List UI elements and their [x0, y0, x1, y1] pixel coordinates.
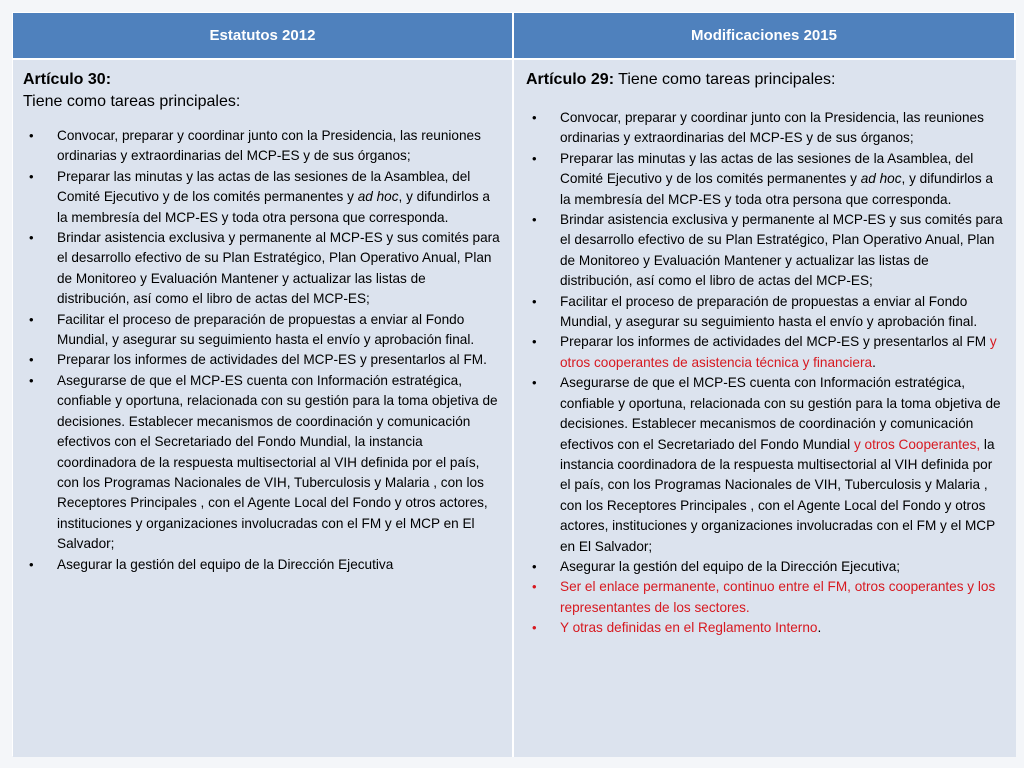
- bullet-icon: •: [532, 212, 537, 228]
- bullet-icon: •: [29, 372, 34, 388]
- left-task-item: [23, 167, 500, 228]
- bullet-icon: •: [29, 168, 34, 184]
- right-task-text: Brindar asistencia exclusiva y permanente al MCP-ES y sus comités para el desarrollo efectivo de su Plan Estratégico, Plan Operativo Anual, Plan de Monitoreo y Evaluación Mantener y actualizar las listas de distribución, así como el libro de actas del MCP-ES;: [560, 212, 1003, 289]
- right-task-item: [526, 210, 1004, 292]
- right-task-item: [526, 292, 1004, 333]
- right-task-text: Asegurarse de que el MCP-ES cuenta con Información estratégica, confiable y oportuna, relacionada con su gestión para la toma objetiva de decisiones. Establecer mecanismos de coordinación y comunicación efectivos con el Secretariado del Fondo Mundial y otros Cooperantes, la instancia coordinadora de la respuesta multisectorial al VIH definida por el país, con los Programas Nacionales de VIH, Tuberculosis y Malaria , con los Receptores Principales , con el Agente Local del Fondo y otros actores, instituciones y organizaciones involucradas con el FM y el MCP en El Salvador;: [560, 375, 1001, 554]
- bullet-icon: •: [29, 352, 34, 368]
- left-task-item: [23, 350, 500, 370]
- right-task-item: [526, 332, 1004, 373]
- right-task-item: [526, 557, 1004, 577]
- left-task-text: Convocar, preparar y coordinar junto con la Presidencia, las reuniones ordinarias y extraordinarias del MCP-ES y de sus órganos;: [57, 128, 481, 164]
- right-task-text: Asegurar la gestión del equipo de la Dirección Ejecutiva;: [560, 558, 901, 574]
- left-article-title: Artículo 30:: [23, 71, 112, 88]
- right-column-body: [514, 60, 1016, 757]
- right-task-item: [526, 577, 1004, 618]
- bullet-icon: •: [532, 579, 537, 595]
- right-task-text: Preparar las minutas y las actas de las sesiones de la Asamblea, del Comité Ejecutivo y de los comités permanentes y ad hoc, y difundirlos a la membresía del MCP-ES y toda otra persona que corresponda.: [560, 150, 993, 207]
- bullet-icon: •: [532, 558, 537, 574]
- left-task-item: [23, 371, 500, 555]
- bullet-icon: •: [29, 230, 34, 246]
- bullet-icon: •: [532, 150, 537, 166]
- right-task-text: [560, 579, 995, 614]
- left-task-item: [23, 555, 500, 575]
- bullet-icon: •: [29, 128, 34, 143]
- bullet-icon: •: [532, 620, 537, 636]
- left-task-text: Asegurar la gestión del equipo de la Dirección Ejecutiva: [57, 556, 394, 572]
- left-article-subtitle: Tiene como tareas principales:: [23, 93, 241, 110]
- highlighted-change: y otros cooperantes de asistencia técnica y financiera: [560, 334, 997, 370]
- right-task-item: [526, 373, 1004, 557]
- left-task-text: Facilitar el proceso de preparación de propuestas a enviar al Fondo Mundial, y asegurar su seguimiento hasta el envío y aprobación final.: [57, 311, 475, 348]
- left-task-text: Preparar los informes de actividades del MCP-ES y presentarlos al FM.: [57, 352, 487, 368]
- right-task-item: [526, 108, 1004, 149]
- highlighted-change: Y otras definidas en el Reglamento Interno: [560, 620, 818, 636]
- header-estatutos-2012: Estatutos 2012: [13, 13, 514, 60]
- bullet-icon: •: [29, 556, 34, 572]
- right-task-item: [526, 618, 1004, 638]
- left-task-text: Brindar asistencia exclusiva y permanente al MCP-ES y sus comités para el desarrollo efectivo de su Plan Estratégico, Plan Operativo Anual, Plan de Monitoreo y Evaluación Mantener y actualizar las listas de distribución, así como el libro de actas del MCP-ES;: [57, 230, 500, 307]
- bullet-icon: •: [29, 311, 34, 327]
- right-task-text: Convocar, preparar y coordinar junto con la Presidencia, las reuniones ordinarias y extraordinarias del MCP-ES y de sus órganos;: [560, 110, 984, 146]
- right-article-title: Artículo 29: Tiene como tareas principales:: [526, 71, 836, 88]
- right-task-text: Preparar los informes de actividades del MCP-ES y presentarlos al FM y otros cooperantes de asistencia técnica y financiera.: [560, 334, 997, 370]
- right-task-list: [526, 108, 1004, 639]
- highlighted-change: Ser el enlace permanente, continuo entre el FM, otros cooperantes y los representantes de los sectores.: [560, 579, 996, 615]
- left-task-item: [23, 126, 500, 167]
- bullet-icon: •: [532, 110, 537, 125]
- bullet-icon: •: [532, 334, 537, 350]
- bullet-icon: •: [532, 293, 537, 309]
- left-task-text: Preparar las minutas y las actas de las sesiones de la Asamblea, del Comité Ejecutivo y de los comités permanentes y ad hoc, y difundirlos a la membresía del MCP-ES y toda otra persona que corresponda.: [57, 168, 490, 225]
- left-task-text: Asegurarse de que el MCP-ES cuenta con Información estratégica, confiable y oportuna, relacionada con su gestión para la toma objetiva de decisiones. Establecer mecanismos de coordinación y comunicación efectivos con el Secretariado del Fondo Mundial, la instancia coordinadora de la respuesta multisectorial al VIH definida por el país, con los Programas Nacionales de VIH, Tuberculosis y Malaria , con los Receptores Principales , con el Agente Local del Fondo y otros actores, instituciones y organizaciones involucradas con el FM y el MCP en El Salvador;: [57, 372, 498, 552]
- right-task-text: Y otras definidas en el Reglamento Interno.: [560, 620, 822, 636]
- right-task-text: Facilitar el proceso de preparación de propuestas a enviar al Fondo Mundial, y asegurar su seguimiento hasta el envío y aprobación final.: [560, 293, 978, 330]
- left-task-item: [23, 310, 500, 351]
- comparison-table: [12, 12, 1015, 756]
- left-task-list: [23, 126, 500, 575]
- header-modificaciones-2015: Modificaciones 2015: [514, 13, 1016, 60]
- right-task-item: [526, 149, 1004, 210]
- highlighted-change: y otros Cooperantes,: [853, 436, 981, 452]
- bullet-icon: •: [532, 375, 537, 391]
- left-task-item: [23, 228, 500, 310]
- left-column-body: [13, 60, 514, 757]
